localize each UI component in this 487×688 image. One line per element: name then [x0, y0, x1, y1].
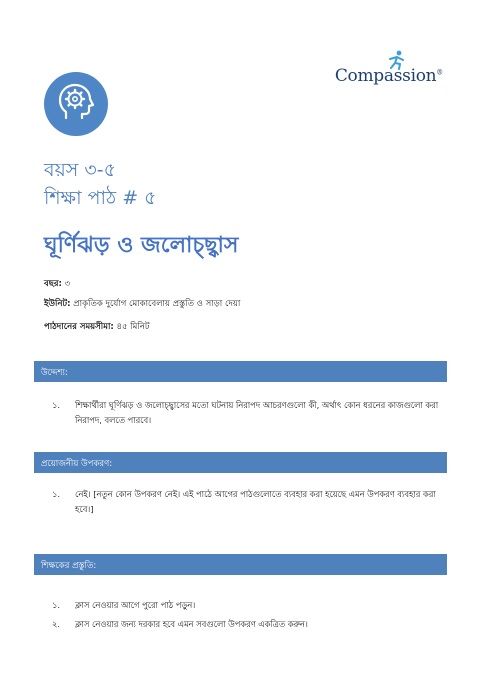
brand-reg-mark: ®	[436, 68, 443, 77]
head-gear-icon	[44, 72, 108, 136]
head-gear-icon-svg	[44, 72, 108, 136]
compassion-logo	[334, 56, 443, 90]
meta-year	[44, 277, 70, 291]
list-item-number: ১.	[52, 600, 61, 610]
objectives-heading: উদ্দেশ্য:	[34, 361, 447, 382]
meta-time-value: ৪৫ মিনিট	[116, 322, 150, 332]
meta-year-label: বছর:	[44, 279, 62, 289]
age-range: বয়স ৩-৫	[44, 159, 116, 181]
list-item-text: ক্লাস নেওয়ার জন্য দরকার হবে এমন সবগুলো উপকরণ একত্রিত করুন।	[75, 619, 308, 629]
list-item-text: শিক্ষার্থীরা ঘূর্ণিঝড় ও জলোচ্ছ্বাসের মতো ঘটনায় নিরাপদ আচরণগুলো কী, অর্থাৎ কোন ধরনের কাজগুলো করা নিরাপদ, বলতে পারবে।	[75, 400, 439, 425]
list-item-text: নেই। [নতুন কোন উপকরণ নেই। এই পাঠে আগের পাঠগুলোতে ব্যবহার করা হয়েছে এমন উপকরণ ব্যবহার করা হবে।]	[75, 489, 436, 514]
lesson-number: শিক্ষা পাঠ # ৫	[44, 187, 157, 209]
preparation-heading: শিক্ষকের প্রস্তুতি:	[34, 554, 447, 575]
list-item-number: ২.	[52, 619, 61, 629]
meta-year-value: ৩	[64, 279, 71, 289]
list-item-number: ১.	[52, 489, 61, 499]
meta-time	[44, 320, 150, 334]
page-title: ঘূর্ণিঝড় ও জলোচ্ছ্বাস	[44, 233, 239, 258]
meta-time-label: পাঠদানের সময়সীমা:	[44, 322, 114, 332]
list-item	[52, 487, 445, 517]
brand-name	[335, 66, 443, 86]
meta-unit	[44, 297, 240, 311]
meta-unit-value: প্রাকৃতিক দুর্যোগ মোকাবেলায় প্রস্তুতি ও সাড়া দেয়া	[73, 299, 241, 309]
list-item	[52, 617, 445, 632]
brand-name-text: Compassion	[334, 66, 437, 86]
materials-heading: প্রয়োজনীয় উপকরণ:	[34, 452, 447, 473]
list-item-text: ক্লাস নেওয়ার আগে পুরো পাঠ পড়ুন।	[75, 600, 196, 610]
list-item	[52, 398, 445, 428]
meta-unit-label: ইউনিট:	[44, 299, 71, 309]
list-item-number: ১.	[52, 400, 61, 410]
list-item	[52, 598, 445, 613]
